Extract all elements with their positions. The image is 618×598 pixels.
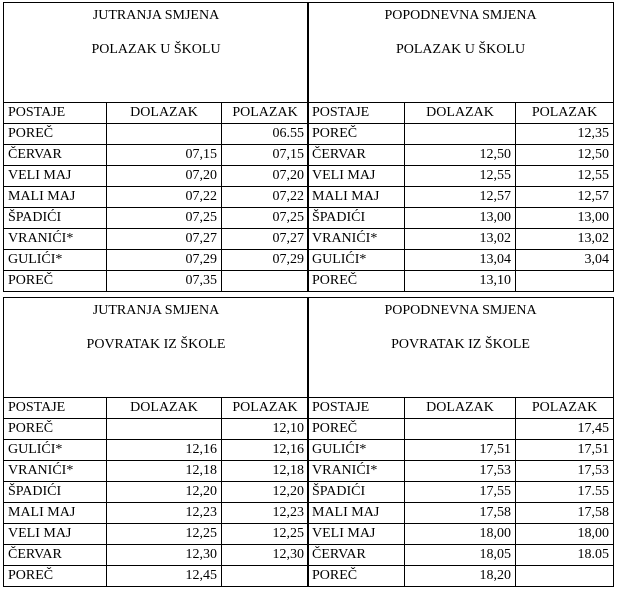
table-row [4, 545, 309, 566]
station-name: MALI MAJ [4, 503, 107, 524]
station-name: POREČ [4, 271, 107, 292]
arrival-time: 12,16 [107, 440, 222, 461]
arrival-time: 12,25 [107, 524, 222, 545]
column-header-row [4, 103, 309, 124]
table-row [308, 524, 614, 545]
arrival-time: 18,20 [405, 566, 516, 587]
arrival-time: 12,55 [405, 166, 516, 187]
table-row [308, 145, 614, 166]
station-name: GULIĆI* [4, 250, 107, 271]
arrival-time: 17,58 [405, 503, 516, 524]
arrival-time [405, 124, 516, 145]
shift-title: JUTRANJA SMJENA [92, 8, 220, 23]
departure-time: 3,04 [516, 250, 614, 271]
schedule-morning-to-school [3, 2, 309, 292]
departure-time [516, 566, 614, 587]
station-name: GULIĆI* [4, 440, 107, 461]
schedule-afternoon-from-school [307, 297, 614, 587]
shift-title: POPODNEVNA SMJENA [384, 303, 537, 318]
arrival-time: 07,15 [107, 145, 222, 166]
column-header-arrival: DOLAZAK [107, 103, 222, 124]
station-name: VELI MAJ [4, 166, 107, 187]
column-header-arrival: DOLAZAK [107, 398, 222, 419]
shift-title: JUTRANJA SMJENA [92, 303, 220, 318]
departure-time: 12,18 [222, 461, 309, 482]
arrival-time: 17,51 [405, 440, 516, 461]
departure-time: 07,15 [222, 145, 309, 166]
column-header-stations: POSTAJE [4, 398, 107, 419]
departure-time: 07,22 [222, 187, 309, 208]
table-row [4, 187, 309, 208]
table-row [308, 124, 614, 145]
station-name: POREČ [308, 124, 405, 145]
departure-time: 17.55 [516, 482, 614, 503]
table-row [4, 440, 309, 461]
station-name: POREČ [4, 124, 107, 145]
station-name: MALI MAJ [308, 503, 405, 524]
departure-time: 07,29 [222, 250, 309, 271]
table-row [4, 208, 309, 229]
table-row [4, 503, 309, 524]
departure-time: 12,30 [222, 545, 309, 566]
arrival-time: 12,30 [107, 545, 222, 566]
departure-time: 07,20 [222, 166, 309, 187]
table-row [4, 250, 309, 271]
arrival-time: 17,55 [405, 482, 516, 503]
column-header-stations: POSTAJE [4, 103, 107, 124]
station-name: ČERVAR [4, 545, 107, 566]
table-row [4, 524, 309, 545]
column-header-row [4, 398, 309, 419]
table-row [4, 461, 309, 482]
departure-time: 12,16 [222, 440, 309, 461]
departure-time: 12,55 [516, 166, 614, 187]
direction-subtitle: POLAZAK U ŠKOLU [395, 42, 526, 57]
departure-time: 07,27 [222, 229, 309, 250]
table-row [4, 419, 309, 440]
arrival-time [405, 419, 516, 440]
station-name: ŠPADIĆI [308, 208, 405, 229]
departure-time: 12,25 [222, 524, 309, 545]
arrival-time: 12,57 [405, 187, 516, 208]
arrival-time: 13,02 [405, 229, 516, 250]
departure-time: 12,50 [516, 145, 614, 166]
table-row [308, 503, 614, 524]
station-name: ČERVAR [308, 545, 405, 566]
station-name: VRANIĆI* [308, 461, 405, 482]
arrival-time: 07,20 [107, 166, 222, 187]
table-row [4, 145, 309, 166]
arrival-time [107, 124, 222, 145]
table-row [308, 271, 614, 292]
table-row [308, 545, 614, 566]
table-row [4, 482, 309, 503]
departure-time: 12,57 [516, 187, 614, 208]
column-header-departure: POLAZAK [222, 398, 309, 419]
column-header-departure: POLAZAK [516, 103, 614, 124]
departure-time: 12,23 [222, 503, 309, 524]
station-name: POREČ [308, 271, 405, 292]
arrival-time: 17,53 [405, 461, 516, 482]
station-name: VRANIĆI* [4, 229, 107, 250]
column-header-row [308, 398, 614, 419]
table-header [4, 3, 309, 103]
station-name: GULIĆI* [308, 250, 405, 271]
departure-time: 17,58 [516, 503, 614, 524]
station-name: VELI MAJ [308, 166, 405, 187]
station-name: POREČ [308, 419, 405, 440]
arrival-time: 12,45 [107, 566, 222, 587]
column-header-departure: POLAZAK [516, 398, 614, 419]
station-name: VRANIĆI* [308, 229, 405, 250]
departure-time: 17,51 [516, 440, 614, 461]
departure-time: 07,25 [222, 208, 309, 229]
column-header-departure: POLAZAK [222, 103, 309, 124]
departure-time: 12,10 [222, 419, 309, 440]
table-header [308, 3, 614, 103]
station-name: ČERVAR [4, 145, 107, 166]
arrival-time: 12,50 [405, 145, 516, 166]
arrival-time: 07,22 [107, 187, 222, 208]
column-header-arrival: DOLAZAK [405, 103, 516, 124]
departure-time: 17,45 [516, 419, 614, 440]
departure-time [222, 566, 309, 587]
column-header-arrival: DOLAZAK [405, 398, 516, 419]
table-row [4, 271, 309, 292]
table-row [308, 208, 614, 229]
table-row [308, 566, 614, 587]
direction-subtitle: POLAZAK U ŠKOLU [91, 42, 221, 57]
departure-time: 13,02 [516, 229, 614, 250]
direction-subtitle: POVRATAK IZ ŠKOLE [391, 337, 530, 352]
arrival-time: 12,18 [107, 461, 222, 482]
column-header-stations: POSTAJE [308, 103, 405, 124]
table-row [4, 229, 309, 250]
table-row [308, 187, 614, 208]
table-header [308, 298, 614, 398]
arrival-time: 07,25 [107, 208, 222, 229]
station-name: VELI MAJ [4, 524, 107, 545]
column-header-stations: POSTAJE [308, 398, 405, 419]
departure-time: 18.05 [516, 545, 614, 566]
table-row [308, 166, 614, 187]
station-name: VELI MAJ [308, 524, 405, 545]
departure-time: 12,20 [222, 482, 309, 503]
station-name: ČERVAR [308, 145, 405, 166]
station-name: MALI MAJ [4, 187, 107, 208]
departure-time: 06.55 [222, 124, 309, 145]
arrival-time: 13,10 [405, 271, 516, 292]
table-row [4, 166, 309, 187]
table-row [4, 124, 309, 145]
arrival-time: 13,04 [405, 250, 516, 271]
station-name: ŠPADIĆI [4, 482, 107, 503]
table-header [4, 298, 309, 398]
station-name: GULIĆI* [308, 440, 405, 461]
departure-time: 13,00 [516, 208, 614, 229]
table-row [308, 419, 614, 440]
station-name: VRANIĆI* [4, 461, 107, 482]
station-name: POREČ [4, 419, 107, 440]
table-row [308, 461, 614, 482]
station-name: POREČ [4, 566, 107, 587]
schedule-afternoon-to-school [307, 2, 614, 292]
departure-time: 17,53 [516, 461, 614, 482]
station-name: ŠPADIĆI [308, 482, 405, 503]
table-row [308, 440, 614, 461]
arrival-time: 18,05 [405, 545, 516, 566]
column-header-row [308, 103, 614, 124]
arrival-time: 18,00 [405, 524, 516, 545]
station-name: POREČ [308, 566, 405, 587]
table-row [4, 566, 309, 587]
table-row [308, 482, 614, 503]
departure-time: 18,00 [516, 524, 614, 545]
departure-time [516, 271, 614, 292]
table-row [308, 229, 614, 250]
departure-time [222, 271, 309, 292]
arrival-time: 07,29 [107, 250, 222, 271]
direction-subtitle: POVRATAK IZ ŠKOLE [86, 337, 226, 352]
schedule-morning-from-school [3, 297, 309, 587]
arrival-time: 07,27 [107, 229, 222, 250]
arrival-time: 13,00 [405, 208, 516, 229]
arrival-time: 12,20 [107, 482, 222, 503]
arrival-time: 12,23 [107, 503, 222, 524]
station-name: MALI MAJ [308, 187, 405, 208]
shift-title: POPODNEVNA SMJENA [384, 8, 537, 23]
station-name: ŠPADIĆI [4, 208, 107, 229]
arrival-time: 07,35 [107, 271, 222, 292]
departure-time: 12,35 [516, 124, 614, 145]
arrival-time [107, 419, 222, 440]
table-row [308, 250, 614, 271]
